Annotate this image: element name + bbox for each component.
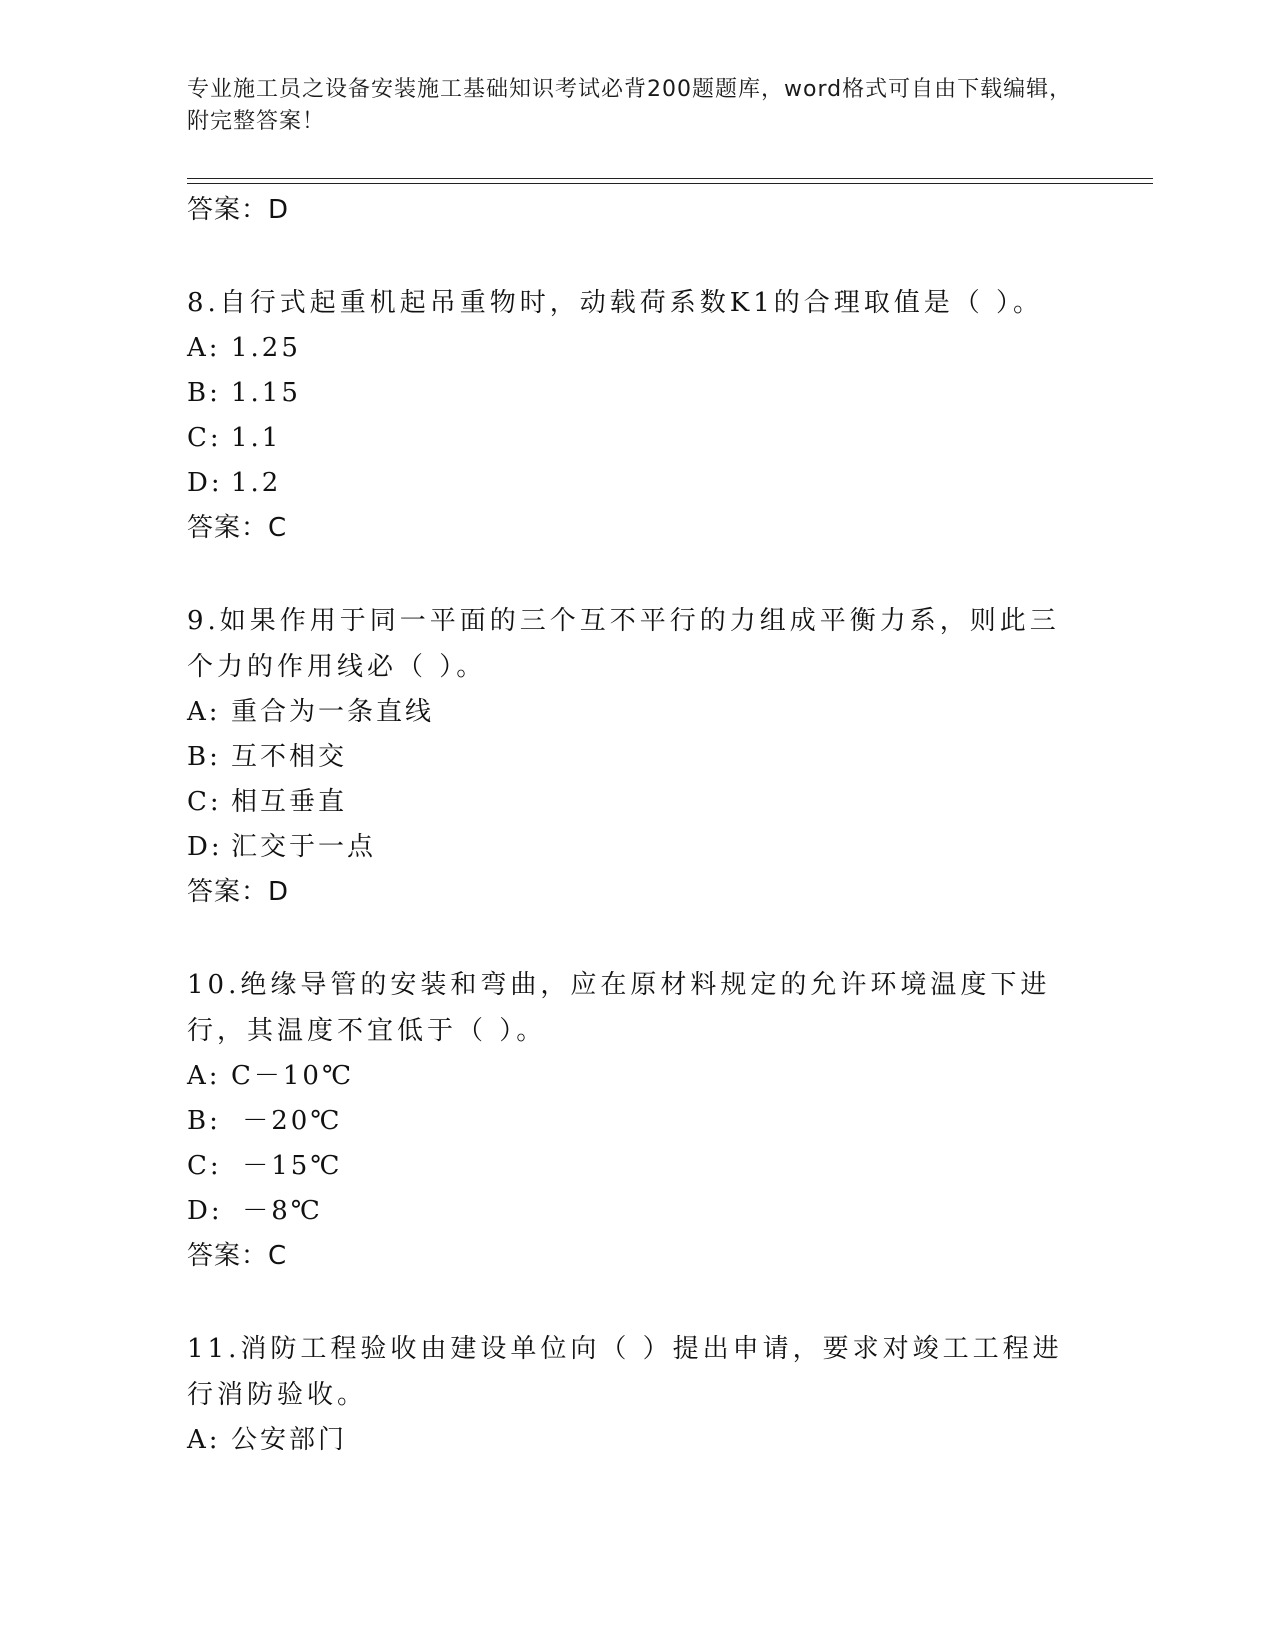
answer-line: 答案：D [187,877,290,907]
option-a [187,326,1087,371]
question-block-10 [187,962,1087,1278]
question-content [187,188,1087,1463]
option-text: 公安部门 [231,1425,348,1455]
option-label: A: [187,697,221,727]
option-d [187,461,1087,506]
question-block-8 [187,280,1087,550]
option-label: B: [187,378,221,408]
option-b [187,371,1087,416]
question-stem: 11.消防工程验收由建设单位向（ ）提出申请，要求对竣工工程进行消防验收。 [187,1334,1063,1410]
option-text: C－10℃ [231,1061,355,1091]
option-text: 汇交于一点 [231,832,377,862]
option-text: 相互垂直 [231,787,348,817]
header-double-rule [187,178,1153,184]
question-block-11 [187,1326,1087,1463]
option-b [187,735,1087,780]
option-label: A: [187,333,221,363]
option-text: 1.15 [231,378,301,408]
option-label: D: [187,1196,223,1226]
option-label: A: [187,1425,221,1455]
option-label: D: [187,832,223,862]
option-text: －15℃ [231,1151,343,1181]
option-label: A: [187,1061,221,1091]
option-c [187,1144,1087,1189]
option-a [187,690,1087,735]
answer-line: 答案：C [187,1241,288,1271]
option-text: 互不相交 [231,742,348,772]
option-text: 1.2 [231,468,282,498]
option-a [187,1418,1087,1463]
page-header: 专业施工员之设备安装施工基础知识考试必背200题题库，word格式可自由下载编辑，附完整答案！ [187,77,1073,134]
question-stem: 8.自行式起重机起吊重物时，动载荷系数K1的合理取值是（ ）。 [187,288,1044,318]
option-text: －20℃ [231,1106,343,1136]
option-label: C: [187,787,222,817]
option-text: －8℃ [231,1196,323,1226]
question-stem: 10.绝缘导管的安装和弯曲，应在原材料规定的允许环境温度下进行，其温度不宜低于（ ）。 [187,970,1051,1046]
option-d [187,1189,1087,1234]
option-c [187,416,1087,461]
option-text: 重合为一条直线 [231,697,435,727]
question-stem: 9.如果作用于同一平面的三个互不平行的力组成平衡力系，则此三个力的作用线必（ ）。 [187,606,1060,682]
option-text: 1.25 [231,333,301,363]
answer-line: 答案：D [187,195,290,225]
answer-line: 答案：C [187,513,288,543]
option-label: B: [187,1106,221,1136]
option-label: B: [187,742,221,772]
option-a [187,1054,1087,1099]
option-b [187,1099,1087,1144]
option-text: 1.1 [231,423,282,453]
option-label: C: [187,423,222,453]
option-label: D: [187,468,223,498]
option-c [187,780,1087,825]
question-block-9 [187,598,1087,914]
option-d [187,825,1087,870]
option-label: C: [187,1151,222,1181]
